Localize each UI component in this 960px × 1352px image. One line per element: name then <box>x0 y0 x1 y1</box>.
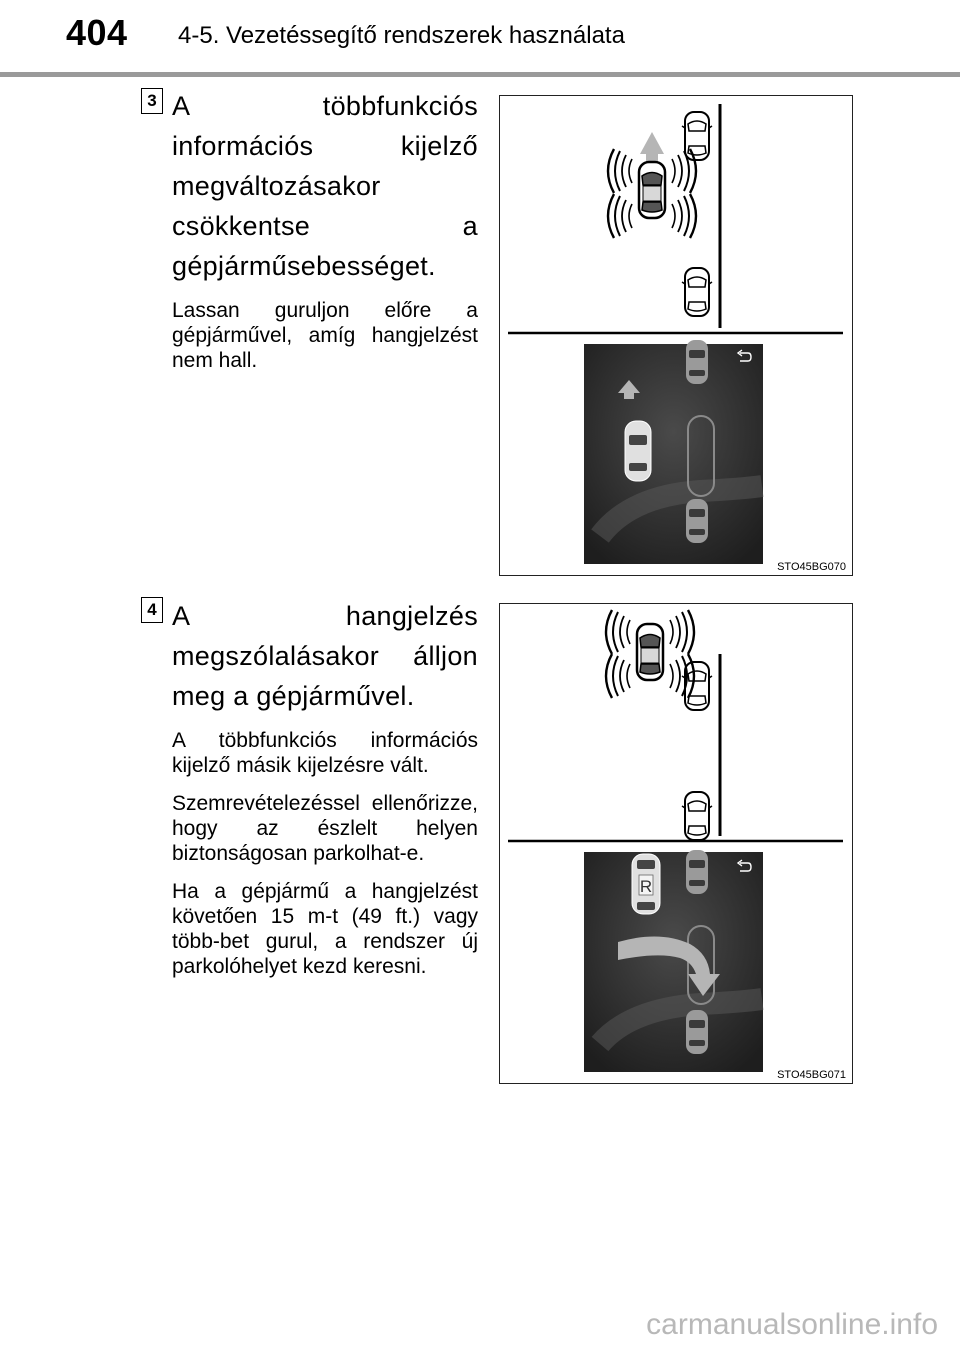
step-4-heading: A hangjelzés megszólalásakor álljon meg a gépjárművel. <box>172 601 478 711</box>
parked-car-icon <box>686 499 708 543</box>
parked-car-icon <box>686 340 708 384</box>
gear-label: R <box>639 877 653 896</box>
sensor-wave-icon <box>608 149 632 193</box>
watermark: carmanualsonline.info <box>646 1308 938 1341</box>
own-car-icon <box>639 162 665 218</box>
step-4-paragraph-2: Szemrevételezéssel ellenőrizze, hogy az észlelt helyen biztonságosan parkolhat-e. <box>172 792 478 865</box>
parked-car-icon <box>682 268 712 316</box>
step-4-paragraph-1: A többfunkciós információs kijelző másik kijelzésre vált. <box>172 729 478 777</box>
sensor-wave-icon <box>608 194 632 238</box>
parking-diagram <box>508 610 843 841</box>
step-3-heading: A többfunkciós információs kijelző megváltozásakor csökkentse a gépjárműsebességet. <box>172 91 478 281</box>
sensor-wave-icon <box>672 194 696 238</box>
step-badge-4: 4 <box>141 597 163 623</box>
step-3-figure <box>499 95 853 576</box>
multi-info-display <box>584 340 763 564</box>
sensor-wave-icon <box>606 610 630 654</box>
own-car-icon <box>637 624 663 680</box>
parked-car-icon <box>686 1010 708 1054</box>
parked-car-icon <box>682 112 712 160</box>
sensor-wave-icon <box>672 149 696 193</box>
step-3-paragraph-1: Lassan guruljon előre a gépjárművel, amíg hangjelzést nem hall. <box>172 299 478 372</box>
figure-code: STO45BG070 <box>777 561 846 573</box>
step-4-illustration <box>500 604 851 1082</box>
figure-code: STO45BG071 <box>777 1069 846 1081</box>
header-rule <box>0 72 960 77</box>
sensor-wave-icon <box>670 610 694 654</box>
step-4-paragraph-3: Ha a gépjármű a hangjelzést követően 15 m-t (49 ft.) vagy több-bet gurul, a rendszer új parkolóhelyet kezd keresni. <box>172 880 478 978</box>
step-4-figure <box>499 603 853 1084</box>
parking-diagram <box>508 104 843 333</box>
step-3-illustration <box>500 96 851 574</box>
parked-car-icon <box>686 850 708 894</box>
parked-car-icon <box>682 792 712 840</box>
sensor-wave-icon <box>606 654 630 698</box>
page-number: 404 <box>66 12 128 53</box>
multi-info-display <box>584 850 763 1072</box>
step-3-text <box>172 86 478 373</box>
section-title: 4-5. Vezetéssegítő rendszerek használata <box>178 22 625 49</box>
own-car-icon <box>625 421 651 481</box>
step-4-text <box>172 596 478 979</box>
step-badge-3: 3 <box>141 88 163 114</box>
